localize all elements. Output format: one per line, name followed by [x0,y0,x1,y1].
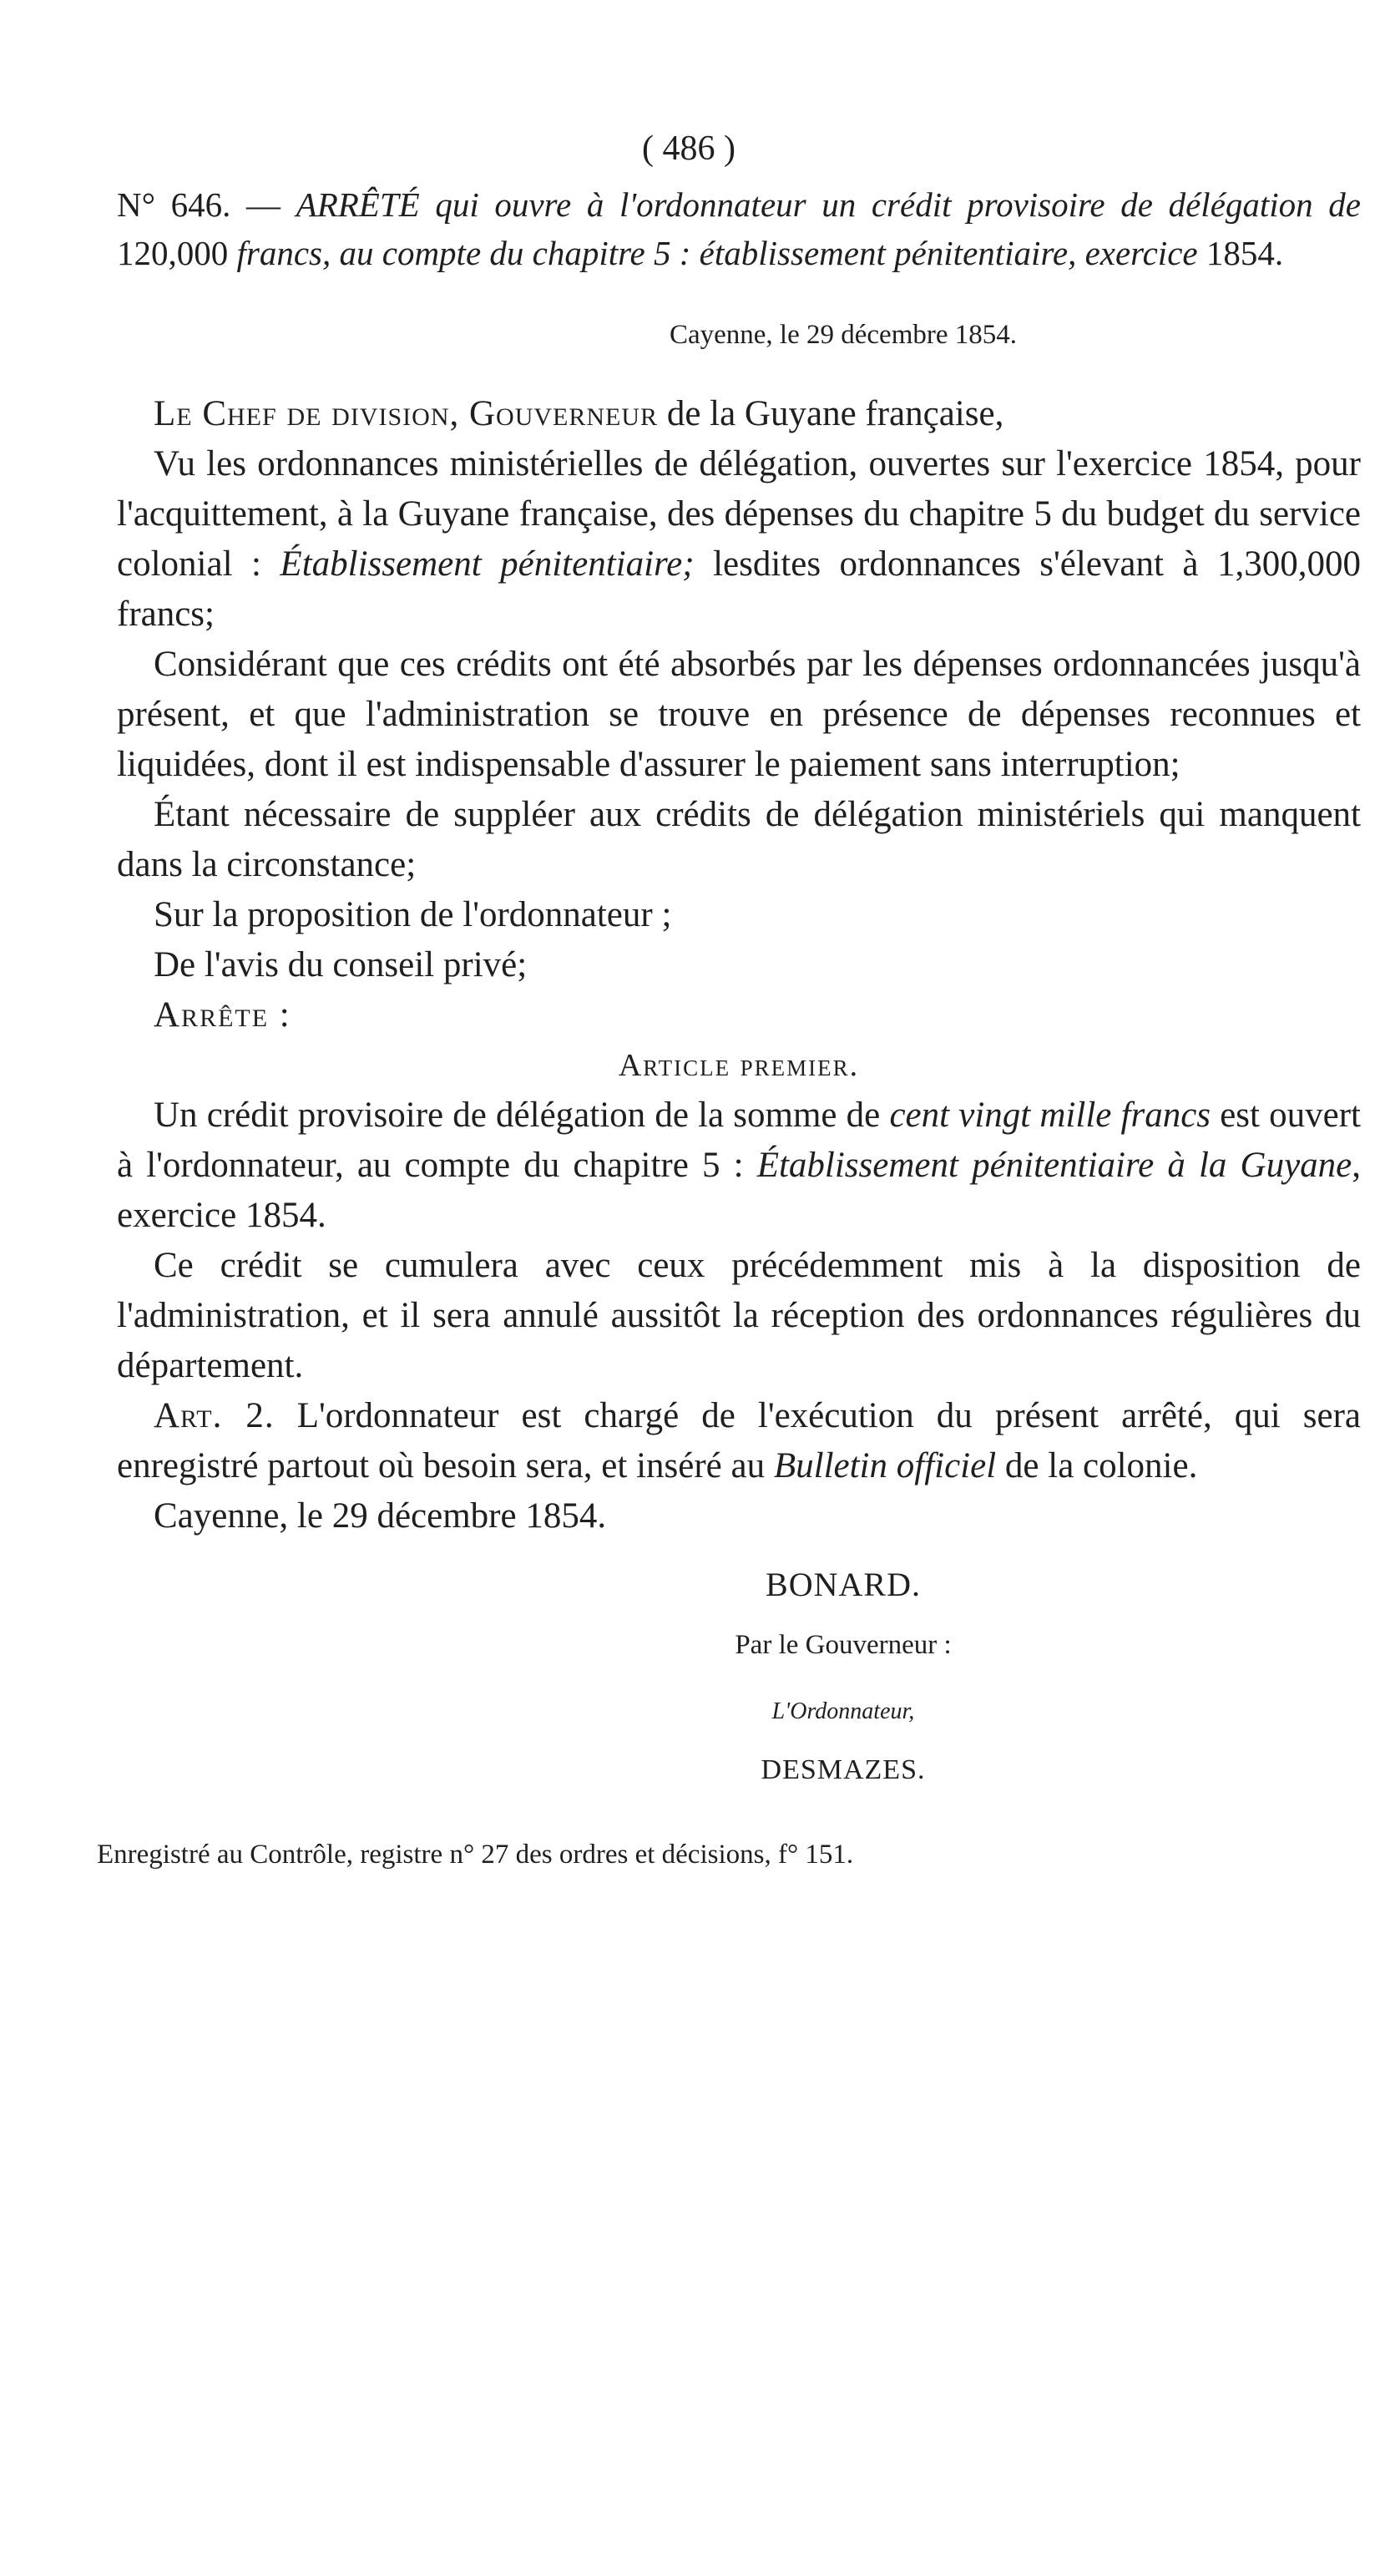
decree-number: N° 646. — [117,185,281,224]
cumul-paragraph: Ce crédit se cumulera avec ceux précédemment mis à la disposition de l'administration, et il sera annulé aussitôt la réception des ordonnances régulières du département. [117,1246,1361,1385]
registration-note: Enregistré au Contrôle, registre n° 27 des ordres et décisions, f° 151. [97,1840,854,1870]
decree-title [117,180,1361,277]
article1-paragraph [117,1091,1361,1241]
article2-after: de la colonie. [996,1446,1198,1485]
intro-paragraph [117,389,1361,439]
closing-date: Cayenne, le 29 décembre 1854. [154,1496,607,1536]
vu-italic: Établissement pénitentiaire; [280,544,695,584]
vu-paragraph [117,439,1361,640]
vu-after: lesdites ordonnances s'élevant à 1,300,000 francs; [117,544,1361,634]
intro-smallcaps: Le Chef de division, Gouverneur [154,394,659,433]
article1-amount: cent vingt mille francs [889,1096,1211,1135]
ordonnateur-label: L'Ordonnateur, [771,1698,915,1724]
page-number: ( 486 ) [642,129,735,168]
decree-title-text-2: francs, au compte du chapitre 5 : établissement pénitentiaire, exercice [228,234,1206,272]
document-page [97,0,1362,1874]
article1-after: , exercice 1854. [117,1146,1362,1235]
intro-rest: de la Guyane française, [658,394,1004,433]
article1-chapter: Établissement pénitentiaire à la Guyane [756,1146,1352,1185]
signature-desmazes: DESMAZES. [761,1754,926,1785]
avis-paragraph: De l'avis du conseil privé; [154,945,528,984]
article1-middle: est ouvert à l'ordonnateur, au compte du chapitre 5 : [117,1096,1361,1185]
decree-title-text-1: ARRÊTÉ qui ouvre à l'ordonnateur un crédit provisoire de délégation de [296,185,1362,224]
article2-bulletin: Bulletin officiel [773,1446,997,1485]
signature-bonard: BONARD. [766,1566,921,1603]
article2-before: L'ordonnateur est chargé de l'exécution du présent arrêté, qui sera enregistré partout où besoin sera, et inséré au [117,1396,1361,1485]
decree-title-amount: 120,000 [117,234,229,272]
article1-before: Un crédit provisoire de délégation de la somme de [154,1096,890,1135]
par-le-gouverneur: Par le Gouverneur : [735,1630,952,1660]
proposition-paragraph: Sur la proposition de l'ordonnateur ; [154,895,672,934]
etant-paragraph: Étant nécessaire de suppléer aux crédits de délégation ministériels qui manquent dans la circonstance; [117,795,1361,884]
article2-paragraph [117,1391,1361,1491]
considerant-paragraph: Considérant que ces crédits ont été absorbés par les dépenses ordonnancées jusqu'à présent, et que l'administration se trouve en présence de dépenses reconnues et liquidées, dont il est indispensable d'assurer le paiement sans interruption; [117,645,1361,784]
article-premier-heading: Article premier. [618,1048,860,1083]
decree-title-year: 1854. [1206,234,1284,272]
vu-before: Vu les ordonnances ministérielles de délégation, ouvertes sur l'exercice 1854, pour l'acquittement, à la Guyane française, des dépenses du chapitre 5 du budget du service colonial : [117,444,1361,584]
article2-label: Art. 2. [154,1396,275,1435]
place-date: Cayenne, le 29 décembre 1854. [669,320,1017,350]
arrete-heading: Arrête : [154,995,291,1035]
